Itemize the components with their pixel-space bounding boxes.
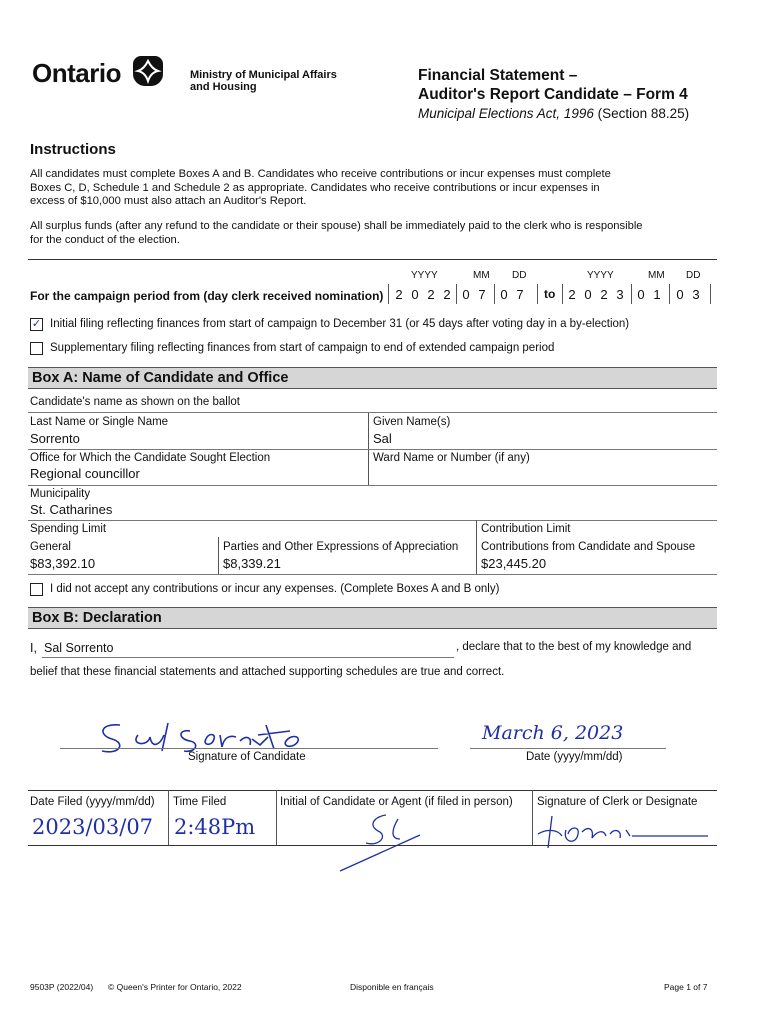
- time-filed-value[interactable]: 2:48Pm: [174, 815, 256, 839]
- box-a-header: Box A: Name of Candidate and Office: [28, 367, 717, 389]
- box-b-header: Box B: Declaration: [28, 607, 717, 629]
- from-day-field[interactable]: [496, 286, 528, 304]
- trillium-logo-icon: [133, 56, 163, 86]
- agent-initial: [300, 805, 540, 875]
- date-separator: [494, 284, 495, 304]
- initial-filing-label: Initial filing reflecting finances from start of campaign to December 31 (or 45 days after voting day in a by-election): [50, 318, 630, 330]
- no-contributions-checkbox[interactable]: [30, 583, 43, 596]
- date-digit: 7: [516, 287, 524, 302]
- date-digit: 2: [443, 287, 451, 302]
- to-month-header: MM: [648, 270, 665, 281]
- french-availability: Disponible en français: [350, 982, 434, 992]
- from-date-field[interactable]: [391, 286, 455, 304]
- to-date-field[interactable]: [564, 286, 628, 304]
- signature-label: Signature of Candidate: [188, 751, 306, 763]
- ballot-name-caption: Candidate's name as shown on the ballot: [30, 396, 240, 408]
- form-act-reference: Municipal Elections Act, 1996 (Section 88.25): [418, 106, 690, 121]
- from-day-header: DD: [512, 270, 527, 281]
- form-title: Financial Statement – Auditor's Report Candidate – Form 4: [418, 67, 688, 103]
- supplementary-filing-checkbox[interactable]: [30, 342, 43, 355]
- from-month-field[interactable]: [458, 286, 490, 304]
- date-digit: 7: [478, 287, 486, 302]
- signature-line: [60, 748, 438, 749]
- date-separator: [562, 284, 563, 304]
- instructions-paragraph-2: All surplus funds (after any refund to the candidate or their spouse) shall be immediately paid to the clerk who is responsible for the conduct of the election.: [30, 220, 643, 246]
- divider: [28, 574, 717, 575]
- from-year-header: YYYY: [411, 270, 438, 281]
- given-name-value[interactable]: Sal: [373, 431, 392, 446]
- date-separator: [537, 284, 538, 304]
- copyright: © Queen's Printer for Ontario, 2022: [108, 982, 242, 992]
- parties-limit-label: Parties and Other Expressions of Appreciation: [223, 541, 459, 553]
- ward-label: Ward Name or Number (if any): [373, 452, 530, 464]
- name-underline: [42, 657, 454, 658]
- column-divider: [476, 520, 477, 574]
- column-divider: [276, 790, 277, 845]
- divider: [28, 485, 717, 486]
- belief-text: belief that these financial statements and attached supporting schedules are true and correct.: [30, 666, 505, 678]
- contrib-spouse-label: Contributions from Candidate and Spouse: [481, 541, 696, 553]
- spending-limit-label: Spending Limit: [30, 523, 107, 535]
- date-digit: 2: [568, 287, 576, 302]
- time-filed-label: Time Filed: [173, 796, 227, 808]
- column-divider: [218, 537, 219, 574]
- divider: [28, 790, 717, 791]
- general-limit-value[interactable]: $83,392.10: [30, 556, 96, 571]
- parties-limit-value[interactable]: $8,339.21: [223, 556, 281, 571]
- office-label: Office for Which the Candidate Sought Election: [30, 452, 271, 464]
- contrib-spouse-value[interactable]: $23,445.20: [481, 556, 547, 571]
- municipality-label: Municipality: [30, 488, 91, 500]
- page-number: Page 1 of 7: [664, 982, 708, 992]
- last-name-label: Last Name or Single Name: [30, 416, 169, 428]
- declaration-i: I,: [30, 641, 37, 655]
- date-line: [470, 748, 666, 749]
- to-label: to: [544, 287, 556, 301]
- instructions-heading: Instructions: [30, 141, 116, 158]
- date-digit: 1: [653, 287, 661, 302]
- column-divider: [168, 790, 169, 845]
- ontario-logo-wordmark: Ontario: [32, 58, 121, 88]
- to-year-header: YYYY: [587, 270, 614, 281]
- date-digit: 3: [616, 287, 624, 302]
- supplementary-filing-label: Supplementary filing reflecting finances from start of campaign to end of extended campaign period: [50, 342, 555, 354]
- given-name-label: Given Name(s): [373, 416, 451, 428]
- ministry-name: Ministry of Municipal Affairs and Housing: [190, 69, 337, 93]
- date-separator: [710, 284, 711, 304]
- date-filed-label: Date Filed (yyyy/mm/dd): [30, 796, 155, 808]
- date-digit: 0: [637, 287, 645, 302]
- date-separator: [631, 284, 632, 304]
- divider: [28, 845, 717, 846]
- general-limit-label: General: [30, 541, 71, 553]
- initial-filing-checkbox[interactable]: ✓: [31, 318, 42, 330]
- clerk-signature-label: Signature of Clerk or Designate: [537, 796, 698, 808]
- contribution-limit-label: Contribution Limit: [481, 523, 571, 535]
- form-code: 9503P (2022/04): [30, 982, 94, 992]
- clerk-signature: [532, 812, 712, 852]
- to-month-field[interactable]: [633, 286, 665, 304]
- date-digit: 0: [584, 287, 592, 302]
- date-digit: 2: [600, 287, 608, 302]
- date-separator: [669, 284, 670, 304]
- date-digit: 3: [692, 287, 700, 302]
- date-separator: [388, 284, 389, 304]
- divider: [28, 520, 717, 521]
- no-contributions-label: I did not accept any contributions or incur any expenses. (Complete Boxes A and B only): [50, 583, 500, 595]
- municipality-value[interactable]: St. Catharines: [30, 502, 113, 517]
- office-value[interactable]: Regional councillor: [30, 466, 140, 481]
- declarant-name[interactable]: Sal Sorrento: [44, 641, 114, 655]
- date-digit: 2: [427, 287, 435, 302]
- to-day-field[interactable]: [672, 286, 704, 304]
- instructions-paragraph-1: All candidates must complete Boxes A and B. Candidates who receive contributions or incur expenses must complete Boxes C, D, Schedule 1 and Schedule 2 as appropriate. Candidates who receive contributions or incur expenses in excess of $10,000 must also attach an Auditor's Report.: [30, 168, 611, 207]
- last-name-value[interactable]: Sorrento: [30, 431, 80, 446]
- from-month-header: MM: [473, 270, 490, 281]
- date-digit: 0: [462, 287, 470, 302]
- declaration-date-handwritten[interactable]: March 6, 2023: [482, 722, 624, 744]
- divider: [28, 449, 717, 450]
- date-filed-value[interactable]: 2023/03/07: [32, 815, 154, 839]
- divider: [28, 412, 717, 413]
- to-day-header: DD: [686, 270, 701, 281]
- divider: [28, 259, 717, 260]
- date-digit: 2: [395, 287, 403, 302]
- date-separator: [456, 284, 457, 304]
- date-digit: 0: [676, 287, 684, 302]
- declaration-text: , declare that to the best of my knowledge and: [456, 641, 692, 653]
- date-digit: 0: [411, 287, 419, 302]
- campaign-period-label: For the campaign period from (day clerk received nomination): [30, 289, 384, 303]
- initial-agent-label: Initial of Candidate or Agent (if filed in person): [280, 796, 513, 808]
- date-digit: 0: [500, 287, 508, 302]
- date-label: Date (yyyy/mm/dd): [526, 751, 623, 763]
